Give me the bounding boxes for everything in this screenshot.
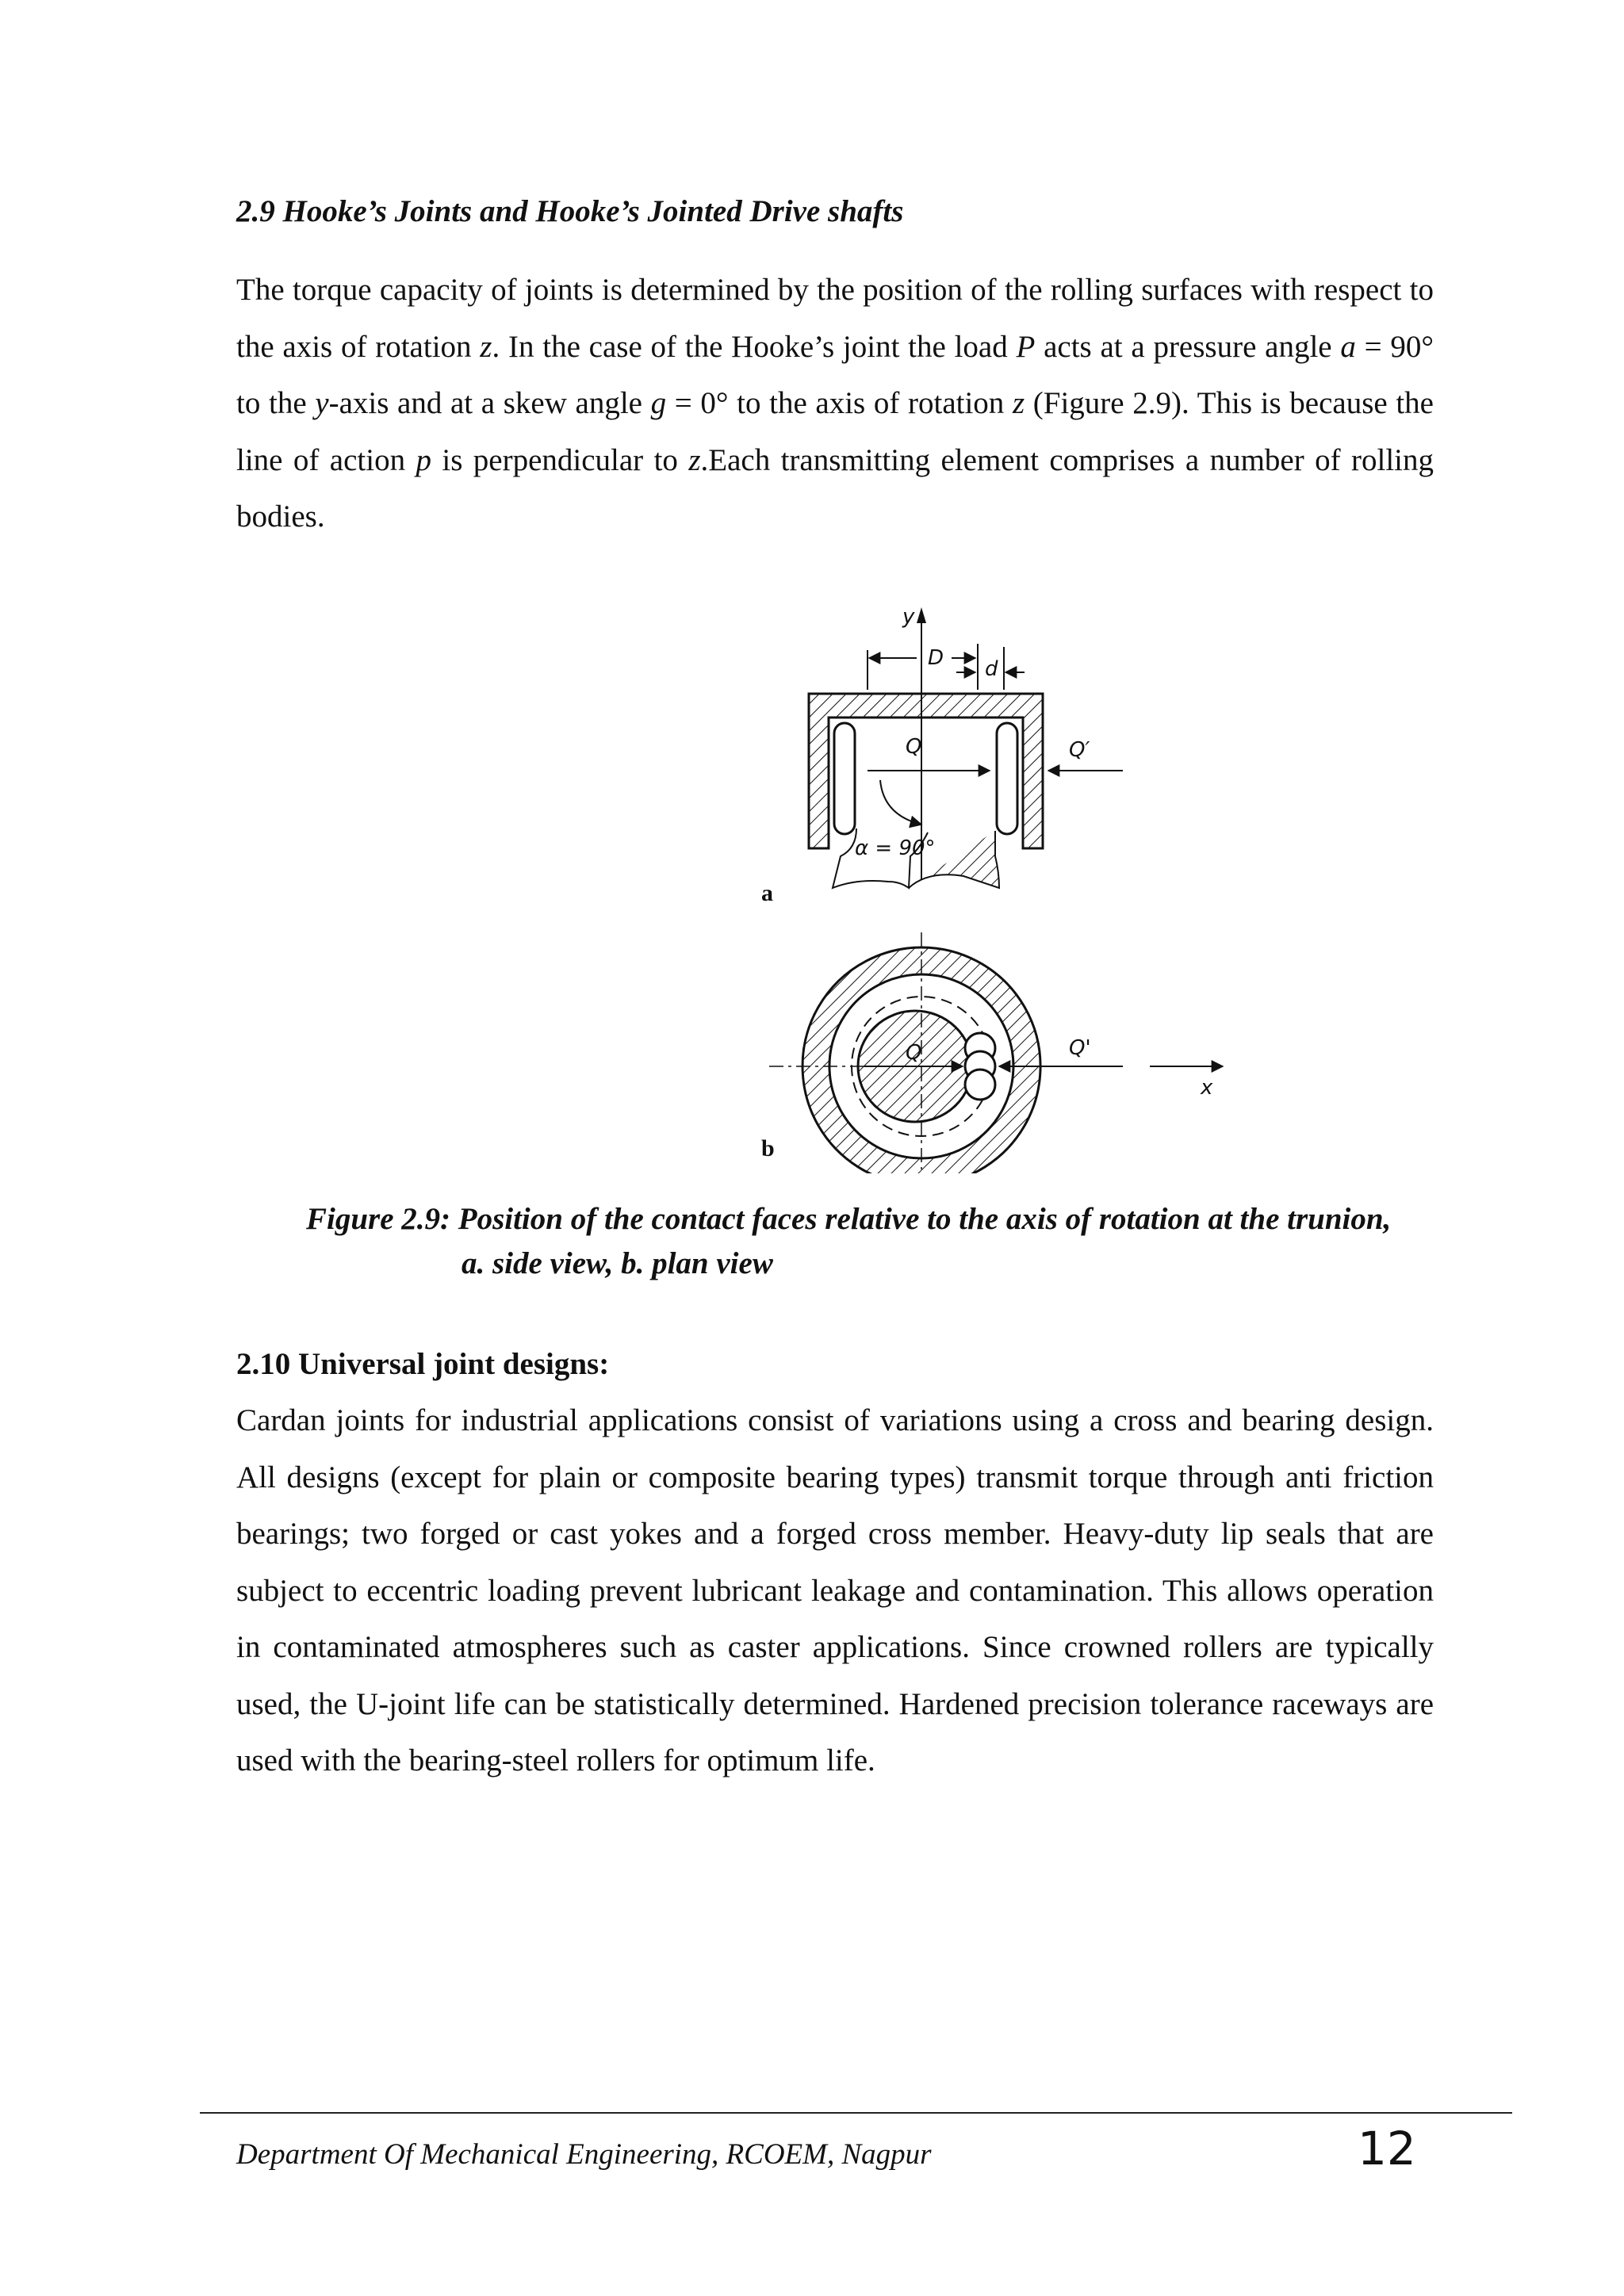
label-Qprime-plan: Q' [1069, 1036, 1091, 1060]
section2-heading: 2.10 Universal joint designs: [236, 1347, 610, 1381]
footer-divider [200, 2112, 1512, 2114]
figure-trunion-diagram [737, 587, 1245, 1173]
label-view-a: a [761, 880, 773, 906]
paragraph-torque-capacity: The torque capacity of joints is determined by the position of the rolling surfaces with respect to the axis of rotation z. In the case of the Hooke’s joint the load P acts at a pressure angle a = 90° to the y-axis and at a skew angle g = 0° to the axis of rotation z (Figure 2.9). This is because the line of action p is perpendicular to z.Each transmitting element comprises a number of rolling bodies. [236, 273, 1434, 534]
label-D: D [928, 646, 944, 670]
label-d: d [985, 657, 998, 681]
trunion-diagram-svg [737, 587, 1245, 1173]
page-number: 12 [1358, 2122, 1416, 2175]
side-view [761, 605, 1123, 906]
figure-caption-line2: a. side view, b. plan view [462, 1246, 773, 1280]
needle-roller-left [834, 723, 855, 834]
y-axis-arrowhead [917, 607, 926, 623]
label-view-b: b [761, 1135, 775, 1161]
plan-view [761, 932, 1223, 1173]
label-Q-plan: Q [906, 1041, 922, 1065]
label-alpha: α = 90° [855, 836, 936, 860]
section-heading: 2.9 Hooke’s Joints and Hooke’s Jointed Drive shafts [236, 194, 904, 228]
label-y: y [902, 605, 915, 629]
pressure-angle-arc [880, 780, 921, 825]
footer-department: Department Of Mechanical Engineering, RCOEM, Nagpur [236, 2138, 932, 2171]
label-Qprime-side: Q′ [1069, 738, 1090, 762]
needle-roller-right [997, 723, 1017, 834]
figure-caption-line1: Figure 2.9: Position of the contact faces relative to the axis of rotation at the trunion, [306, 1202, 1392, 1236]
label-x: x [1201, 1076, 1213, 1100]
rolling-body-bottom [965, 1070, 995, 1100]
paragraph-universal-joint-designs: Cardan joints for industrial applications consist of variations using a cross and bearing design. All designs (except for plain or composite bearing types) transmit torque through anti friction bearings; two forged or cast yokes and a forged cross member. Heavy-duty lip seals that are subject to eccentric loading prevent lubricant leakage and contamination. This allows operation in contaminated atmospheres such as caster applications. Since crowned rollers are typically used, the U-joint life can be statistically determined. Hardened precision tolerance raceways are used with the bearing-steel rollers for optimum life. [236, 1403, 1434, 1777]
label-Q-side: Q [906, 735, 922, 759]
